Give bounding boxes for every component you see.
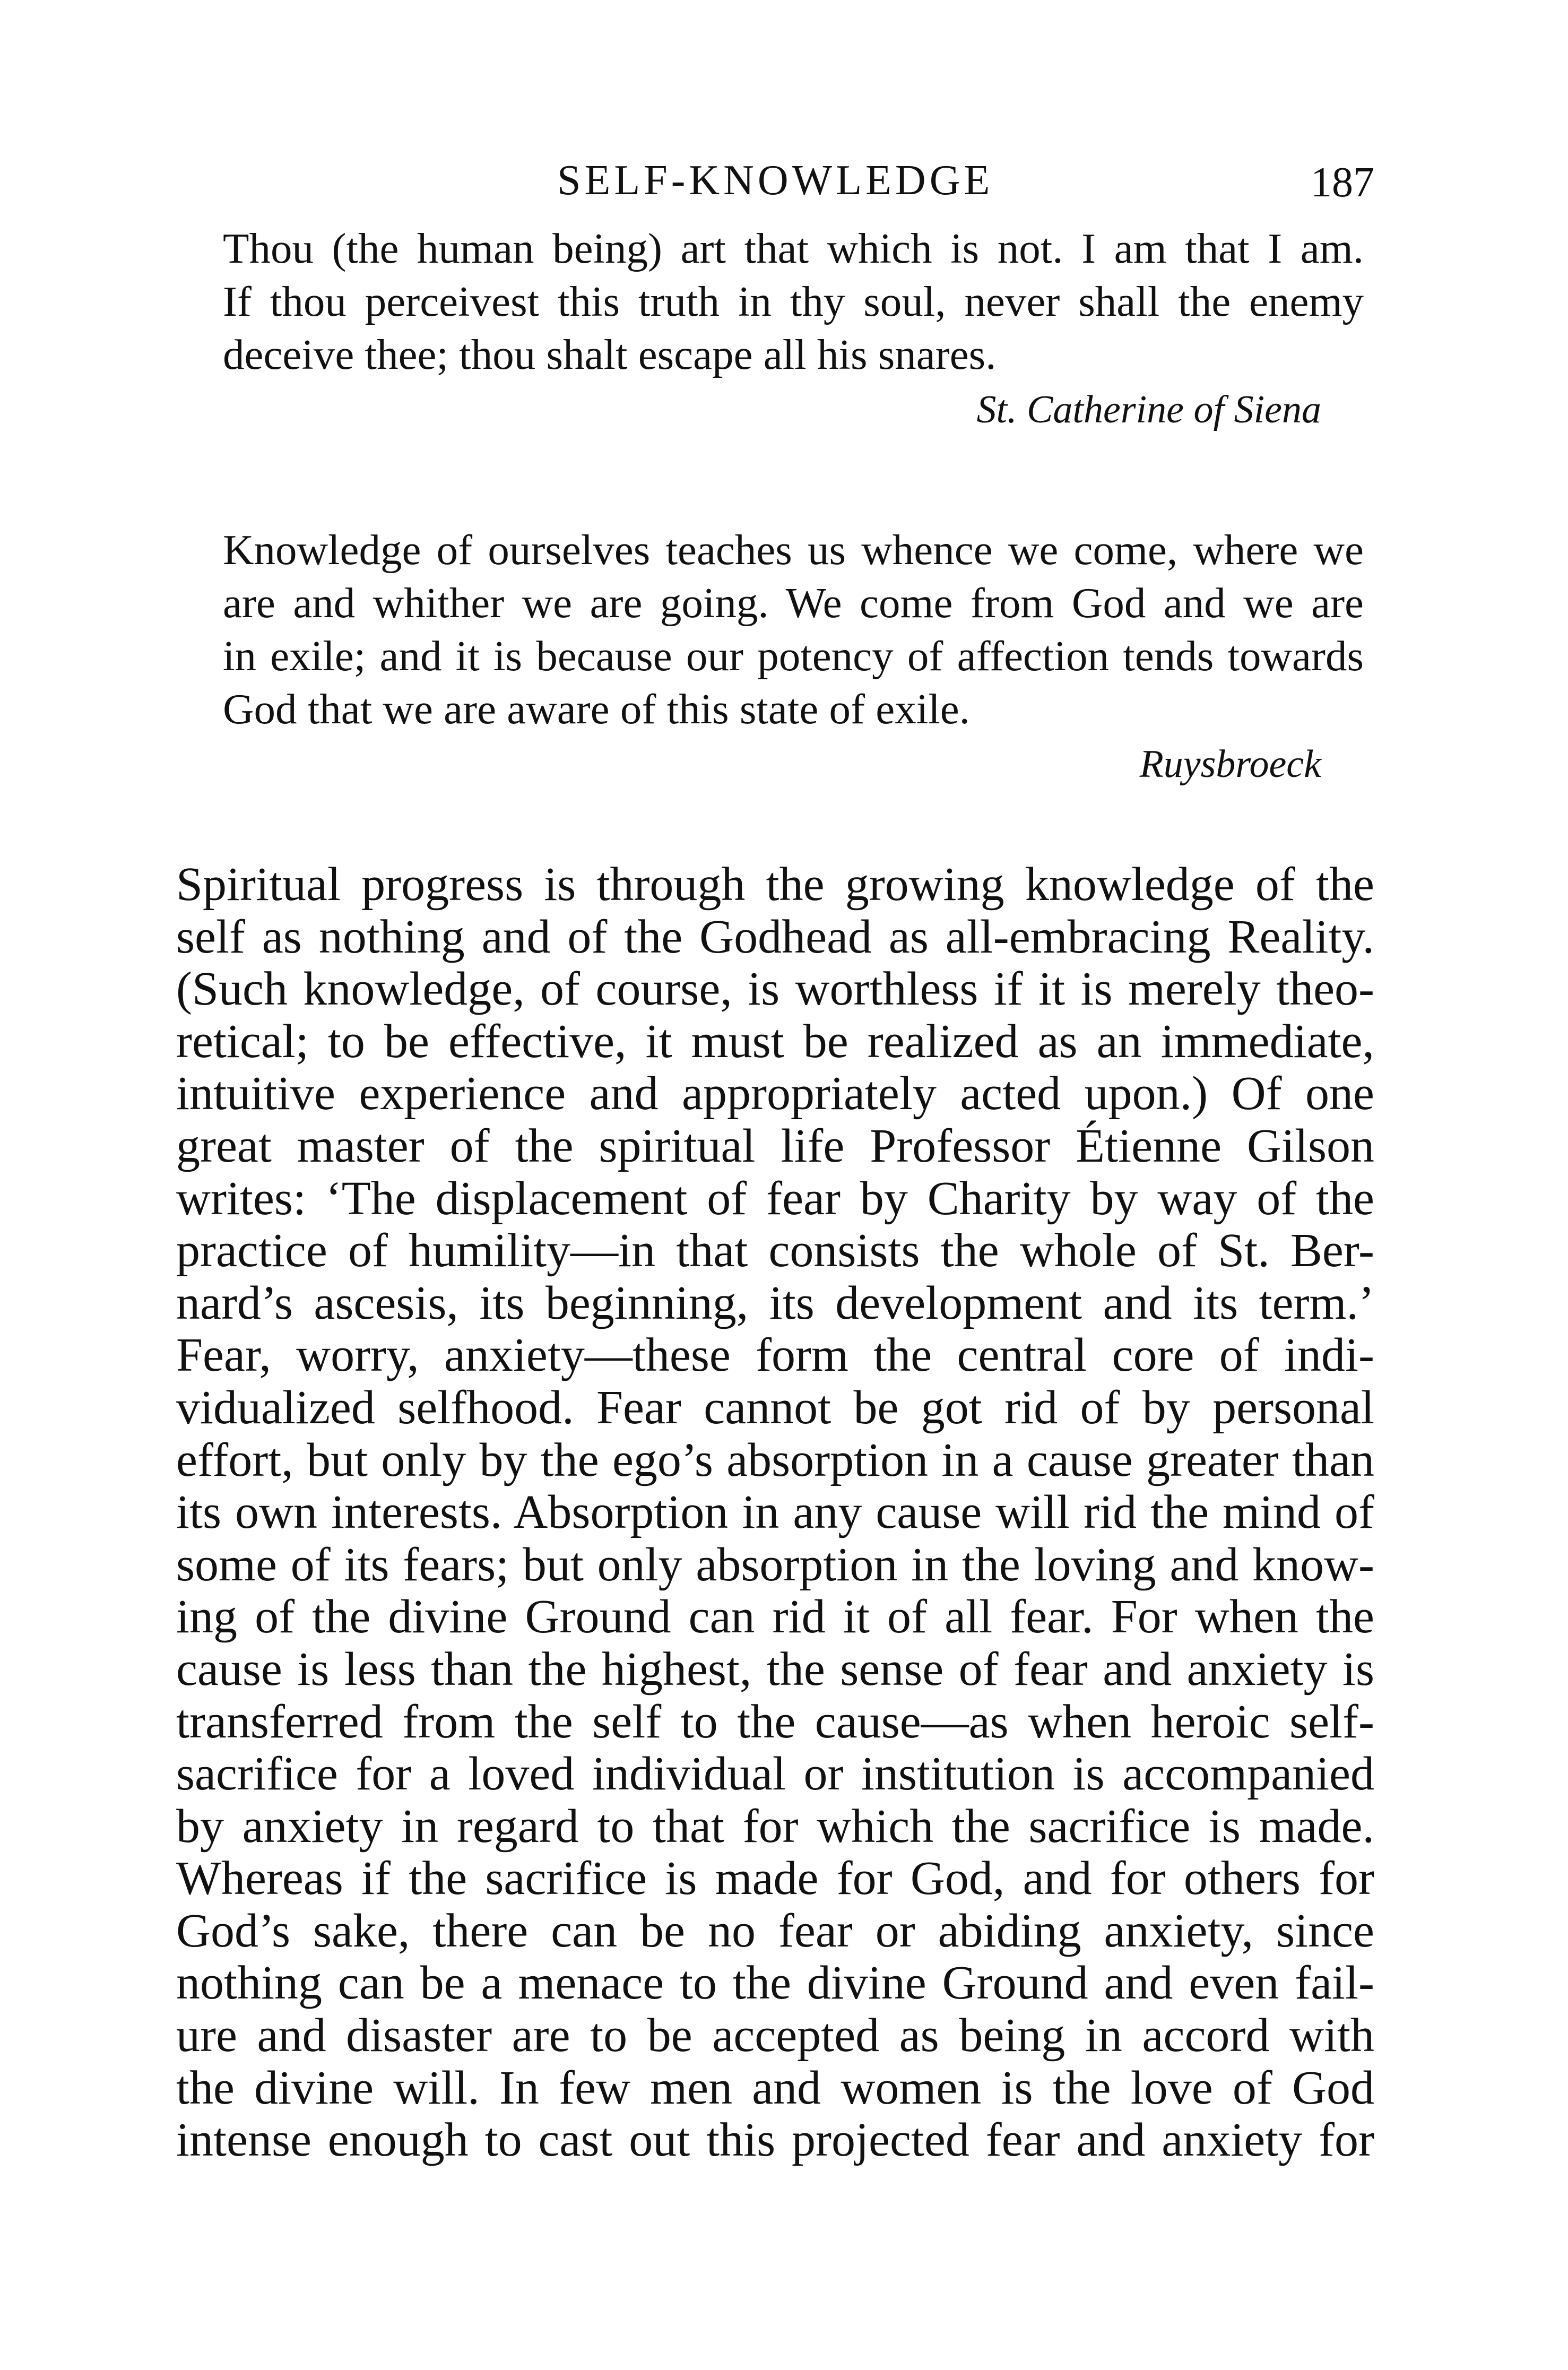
body-line: its own interests. Absorption in any cause will rid the mind of <box>176 1486 1374 1539</box>
page-number: 187 <box>1311 159 1374 206</box>
body-line: (Such knowledge, of course, is worthless if it is merely theo- <box>176 963 1374 1016</box>
body-line: great master of the spiritual life Professor Étienne Gilson <box>176 1119 1374 1172</box>
body-line: some of its fears; but only absorption in the loving and know- <box>176 1538 1374 1591</box>
body-line: practice of humility—in that consists the whole of St. Ber- <box>176 1224 1374 1277</box>
body-line: nothing can be a menace to the divine Ground and even fail- <box>176 1957 1374 2010</box>
quote-line: If thou perceivest this truth in thy soul, never shall the enemy <box>223 278 1364 325</box>
body-line: self as nothing and of the Godhead as all-embracing Reality. <box>176 910 1374 963</box>
quote-line: Knowledge of ourselves teaches us whence we come, where we <box>223 526 1364 574</box>
body-line: God’s sake, there can be no fear or abiding anxiety, since <box>176 1904 1374 1957</box>
body-paragraph <box>176 859 1374 2167</box>
body-line: effort, but only by the ego’s absorption in a cause greater than <box>176 1433 1374 1486</box>
epigraph-quote <box>223 222 1364 436</box>
body-line: ing of the divine Ground can rid it of all fear. For when the <box>176 1590 1374 1644</box>
quote-attribution: Ruysbroeck <box>1139 742 1321 786</box>
body-line: ure and disaster are to be accepted as being in accord with <box>176 2009 1374 2062</box>
quote-line: in exile; and it is because our potency of affection tends towards <box>223 632 1364 680</box>
quote-line: God that we are aware of this state of exile. <box>223 685 970 733</box>
quote-line: are and whither we are going. We come from God and we are <box>223 579 1364 627</box>
running-head <box>223 154 1374 212</box>
body-line: intense enough to cast out this projected fear and anxiety for <box>176 2114 1374 2167</box>
epigraph-quote <box>223 523 1364 791</box>
body-line: retical; to be effective, it must be realized as an immediate, <box>176 1015 1374 1068</box>
quote-attribution: St. Catherine of Siena <box>976 388 1321 431</box>
body-line: vidualized selfhood. Fear cannot be got rid of by personal <box>176 1381 1374 1434</box>
body-line: Fear, worry, anxiety—these form the central core of indi- <box>176 1329 1374 1382</box>
body-line: transferred from the self to the cause—as when heroic self- <box>176 1695 1374 1748</box>
body-line: intuitive experience and appropriately acted upon.) Of one <box>176 1067 1374 1120</box>
body-line: cause is less than the highest, the sense of fear and anxiety is <box>176 1642 1374 1696</box>
body-line: by anxiety in regard to that for which the sacrifice is made. <box>176 1800 1374 1853</box>
quote-line: deceive thee; thou shalt escape all his snares. <box>223 331 997 378</box>
body-line: writes: ‘The displacement of fear by Charity by way of the <box>176 1172 1374 1225</box>
running-title: SELF-KNOWLEDGE <box>557 157 994 204</box>
body-line: sacrifice for a loved individual or institution is accompanied <box>176 1748 1374 1801</box>
body-line: nard’s ascesis, its beginning, its development and its term.’ <box>176 1276 1374 1329</box>
body-line: Whereas if the sacrifice is made for God, and for others for <box>176 1852 1374 1905</box>
quote-line: Thou (the human being) art that which is not. I am that I am. <box>223 224 1364 272</box>
body-line: the divine will. In few men and women is the love of God <box>176 2061 1374 2114</box>
body-line: Spiritual progress is through the growing knowledge of the <box>176 858 1374 911</box>
